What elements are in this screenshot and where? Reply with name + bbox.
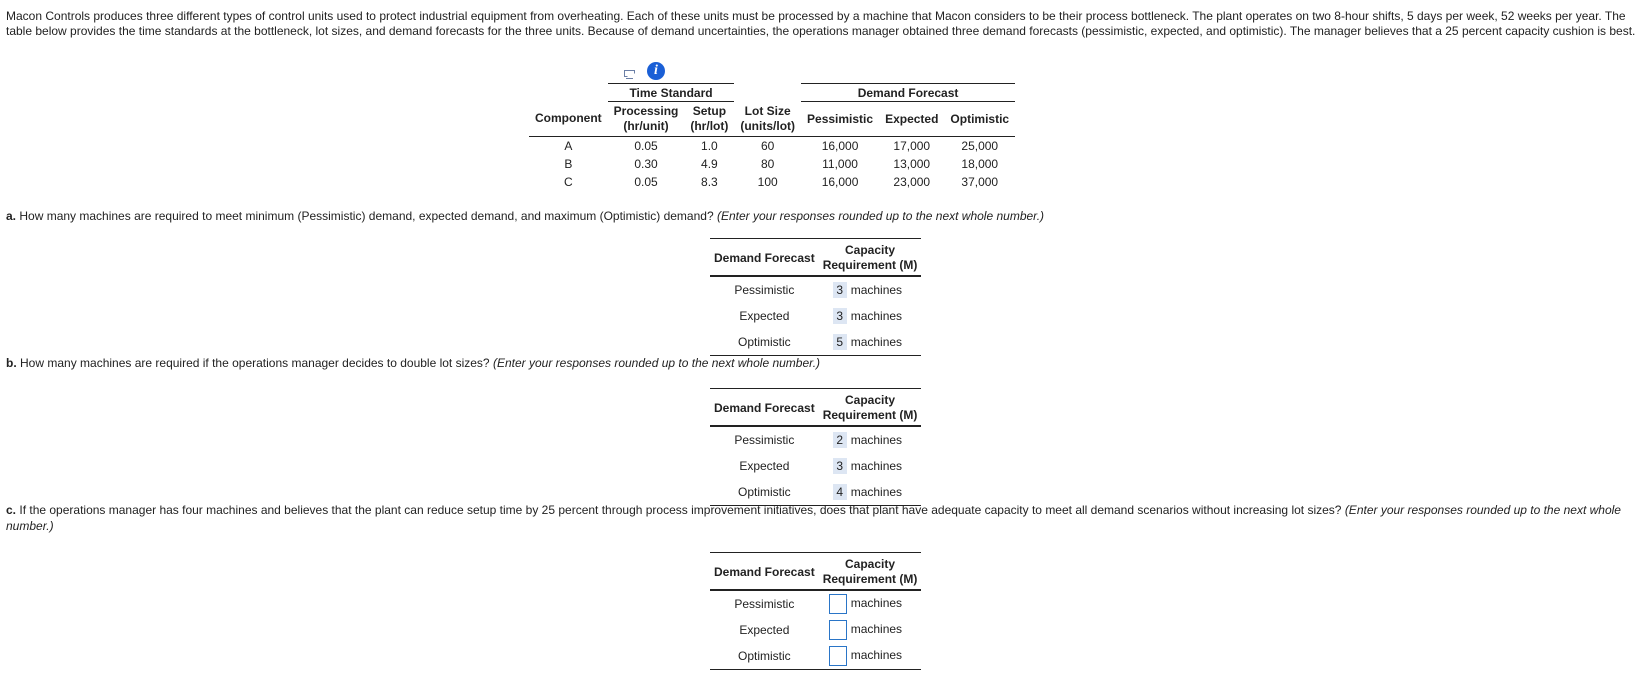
answer-c-pessimistic-input[interactable]: [829, 594, 847, 614]
col-optimistic: Optimistic: [944, 102, 1015, 137]
col-component: Component: [529, 102, 608, 137]
question-c: c. If the operations manager has four machines and believes that the plant can reduce setup time by 25 percent through process improvement initiatives, does that plant have adequate capacity to meet all demand scenarios without increasing lot sizes? (Enter your responses rounded up to the next whole number.): [6, 503, 1621, 533]
answer-c-optimistic-input[interactable]: [829, 646, 847, 666]
table-row: A 0.05 1.0 60 16,000 17,000 25,000: [564, 139, 999, 153]
col-processing: Processing (hr/unit): [608, 102, 685, 137]
answer-table-c: Demand Forecast Capacity Requirement (M) Pessimistic machines Expected machines Optimistic machines: [710, 552, 921, 670]
answer-table-b: Demand Forecast Capacity Requirement (M) Pessimistic 2 machines Expected 3 machines Optimistic 4 machines: [710, 388, 921, 506]
col-expected: Expected: [879, 102, 944, 137]
col-setup: Setup (hr/lot): [684, 102, 734, 137]
answer-b-expected[interactable]: 3: [833, 458, 847, 474]
problem-intro: Macon Controls produces three different types of control units used to protect industrial equipment from overheating. Each of these units must be processed by a machine that Macon considers to be their process bottleneck. The plant operates on two 8-hour shifts, 5 days per week, 52 weeks per year. The table below provides the time standards at the bottleneck, lot sizes, and demand forecasts for the three units. Because of demand uncertainties, the operations manager obtained three demand forecasts (pessimistic, expected, and optimistic). The manager believes that a 25 percent capacity cushion is best.: [6, 9, 1636, 38]
col-lot-size: Lot Size (units/lot): [734, 102, 801, 137]
info-icon[interactable]: i: [647, 62, 665, 80]
answer-a-optimistic[interactable]: 5: [833, 334, 847, 350]
answer-table-a: Demand Forecast Capacity Requirement (M) Pessimistic 3 machines Expected 3 machines Optimistic 5 machines: [710, 238, 921, 356]
answer-b-optimistic[interactable]: 4: [833, 484, 847, 500]
toolbar-icons: [624, 62, 665, 80]
answer-a-expected[interactable]: 3: [833, 308, 847, 324]
table-row: B 0.30 4.9 80 11,000 13,000 18,000: [564, 157, 999, 171]
table-row: C 0.05 8.3 100 16,000 23,000 37,000: [563, 175, 999, 189]
col-pessimistic: Pessimistic: [801, 102, 879, 137]
data-table: [529, 83, 1015, 191]
answer-a-pessimistic[interactable]: 3: [833, 282, 847, 298]
time-standard-header: Time Standard: [608, 84, 735, 102]
question-a: a. How many machines are required to meet minimum (Pessimistic) demand, expected demand, and maximum (Optimistic) demand? (Enter your responses rounded up to the next whole number.): [6, 209, 1045, 223]
copy-icon[interactable]: [624, 67, 637, 76]
answer-b-pessimistic[interactable]: 2: [833, 432, 847, 448]
demand-forecast-header: Demand Forecast: [801, 84, 1015, 102]
answer-c-expected-input[interactable]: [829, 620, 847, 640]
question-b: b. How many machines are required if the operations manager decides to double lot sizes? (Enter your responses rounded up to the next whole number.): [6, 356, 821, 370]
